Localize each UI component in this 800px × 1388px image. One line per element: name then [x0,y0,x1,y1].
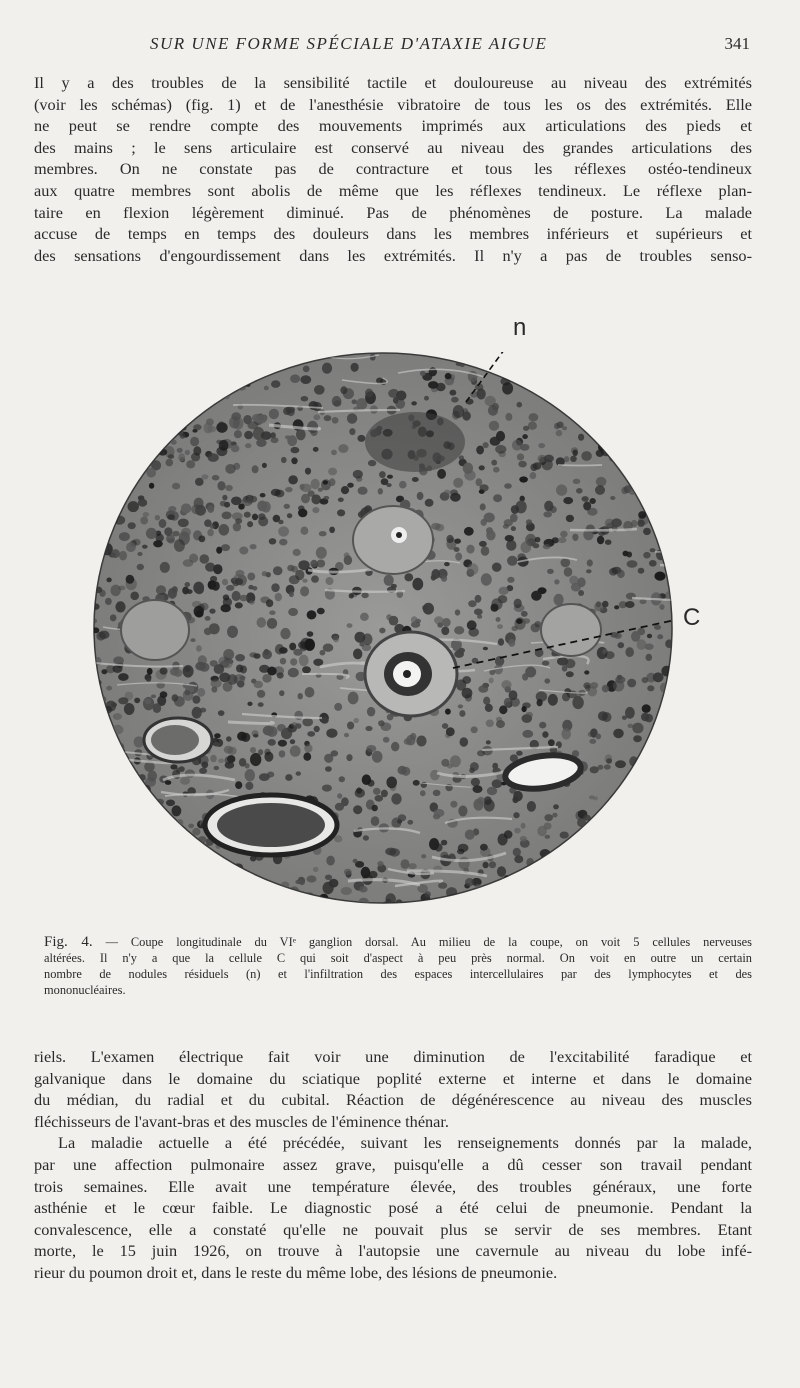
paragraph-line: membres. On ne constate pas de contracture et tous les réflexes ostéo-tendineux [34,159,752,179]
paragraph-line: accuse de temps en temps des douleurs dans les membres inférieurs et supérieurs et [34,224,752,244]
paragraph-line: trois semaines. Elle avait une température élevée, des troubles généraux, une forte [34,1176,752,1196]
paragraph-line: taire en flexion légèrement diminué. Pas de phénomènes de posture. La malade [34,202,752,222]
paragraph-line: Il y a des troubles de la sensibilité tactile et douloureuse au niveau des extrémités [34,73,752,92]
nerve-cell-left [121,600,189,660]
page-number: 341 [724,34,750,53]
paragraph-line: par une affection pulmonaire assez grave, puisqu'elle a dû cesser son travail pendant [34,1154,752,1174]
running-title: SUR UNE FORME SPÉCIALE D'ATAXIE AIGUE [150,34,548,53]
paragraph-line: des sensations d'engourdissement dans les extrémités. Il n'y a pas de troubles senso- [34,245,752,265]
caption-line: — Coupe longitudinale du VIᵉ ganglion dorsal. Au milieu de la coupe, on voit 5 cellules nerveuses [105,935,752,949]
paragraph-line: riels. L'examen électrique fait voir une diminution de l'excitabilité faradique et [34,1047,752,1066]
paragraph-line: fléchisseurs de l'avant-bras et des muscles de l'éminence thénar. [34,1111,450,1131]
paragraph-line: aux quatre membres sont abolis de même que les réflexes tendineux. Le réflexe plan- [34,180,752,200]
caption-line: altérées. Il n'y a que la cellule C qui soit d'aspect à peu près normal. On voit en outre un certain [44,951,752,965]
residual-nodule [365,412,465,472]
paragraph-line: morte, le 15 juin 1926, on trouve à l'autopsie une cavernule au niveau du lobe infé- [34,1241,752,1261]
paragraph-line: convalescence, elle a constaté qu'elle ne pouvait plus se servir de ses membres. Etant [34,1219,752,1239]
figure-reference: Fig. 4. [44,934,93,950]
micrograph-figure [93,352,673,904]
caption-line: mononucléaires. [44,983,126,997]
paragraph-top [34,72,752,266]
nerve-cell-right [541,604,601,656]
micrograph-image [93,352,673,904]
paragraph-line: du médian, du radial et du cubital. Réaction de dégénérescence au niveau des muscles [34,1090,752,1110]
paragraph-line: La maladie actuelle a été précédée, suivant les renseignements donnés par la malade, [58,1133,752,1153]
paragraph-line: (voir les schémas) (fig. 1) et de l'anesthésie vibratoire de tous les os des extrémités. Elle [34,94,752,114]
paragraph-line: galvanique dans le domaine du sciatique poplité externe et interne et dans le domaine [34,1068,752,1088]
paragraph-bottom [34,1046,752,1284]
paragraph-line: des mains ; le sens articulaire est conservé au niveau des grandes articulations des [34,137,752,157]
figure-caption [44,934,752,998]
paragraph-line: asthénie et le cœur faible. Le diagnostic posé a été celui de pneumonie. Pendant la [34,1198,752,1218]
label-n: n [513,314,527,341]
running-header [0,34,800,58]
label-c: C [683,604,701,631]
paragraph-line: rieur du poumon droit et, dans le reste du même lobe, des lésions de pneumonie. [34,1262,558,1282]
caption-line: nombre de nodules résiduels (n) et l'infiltration des espaces intercellulaires par des lymphocytes et des [44,967,752,981]
paragraph-line: ne peut se rendre compte des mouvements imprimés aux articulations des pieds et [34,116,752,136]
